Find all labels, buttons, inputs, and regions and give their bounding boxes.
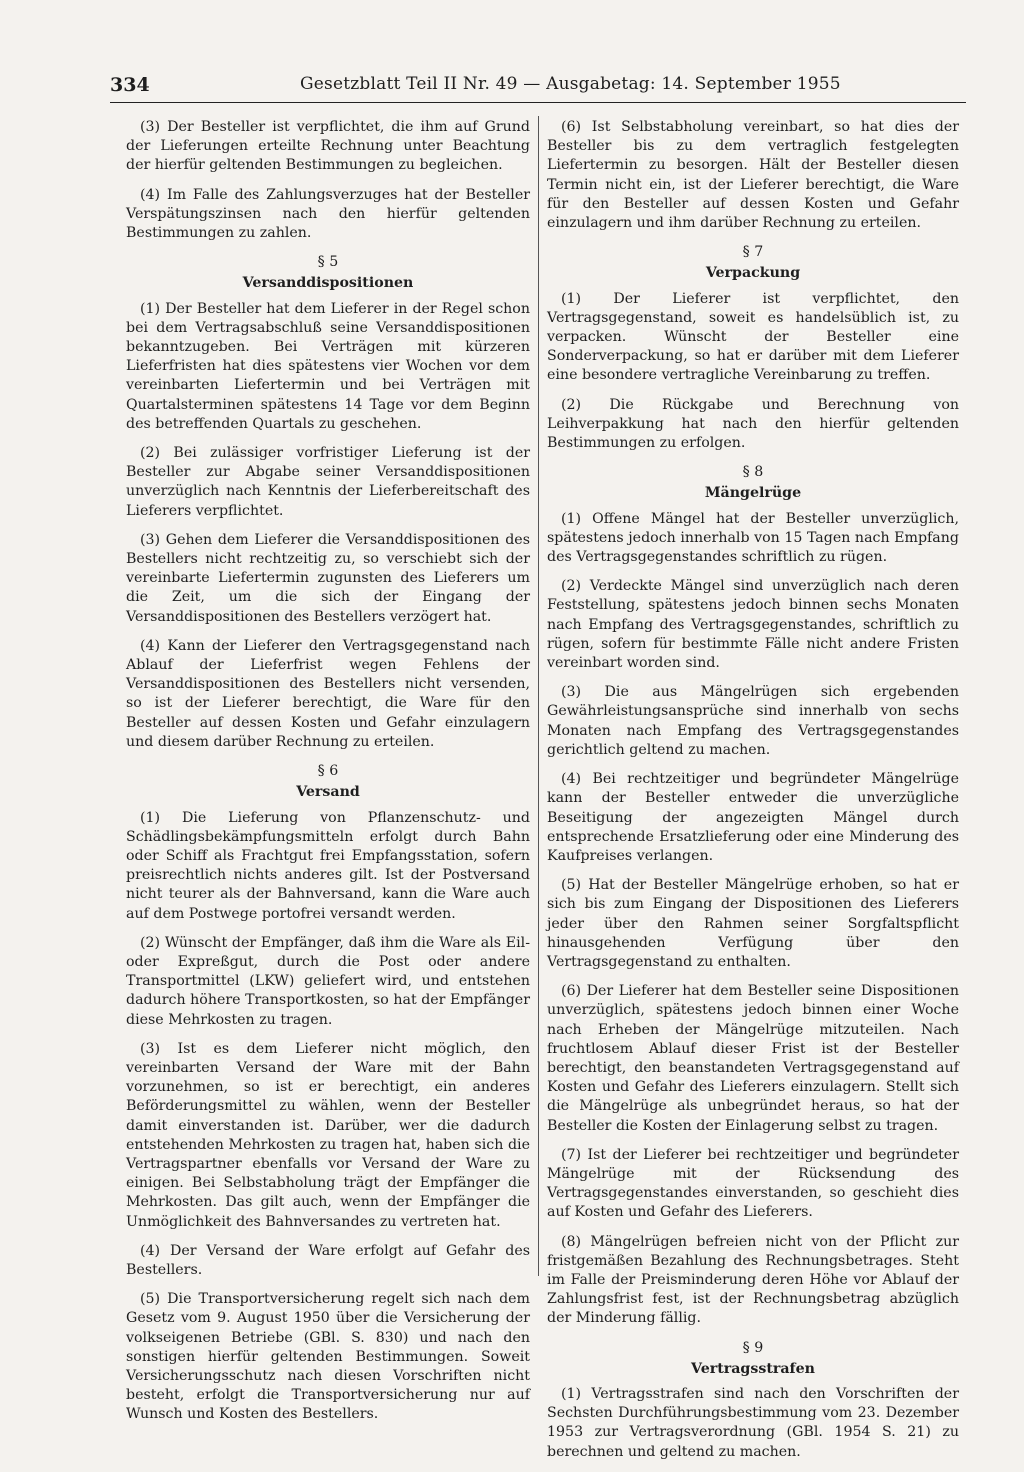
section-title: Mängelrüge [704, 485, 802, 502]
paragraph: (2) Bei zulässiger vorfristiger Lieferung ist der Besteller zur Abgabe seiner Versanddispositionen unverzüglich nach Kenntnis der Lieferbereitschaft des Lieferers verpflichtet. [126, 445, 530, 519]
section-number: § 9 [742, 1339, 764, 1356]
section-title: Vertragsstrafen [691, 1360, 815, 1377]
paragraph: (3) Die aus Mängelrügen sich ergebenden Gewährleistungsansprüche sind innerhalb von sechs Monaten nach Empfang des Vertragsgegenstandes gerichtlich geltend zu machen. [547, 684, 959, 758]
paragraph: (3) Gehen dem Lieferer die Versanddispositionen des Bestellers nicht rechtzeitig zu, so verschiebt sich der vereinbarte Liefertermin zugunsten des Lieferers um die Zeit, um die sich der Eingang der Versanddispositionen des Bestellers verzögert hat. [126, 531, 530, 625]
paragraph: (1) Offene Mängel hat der Besteller unverzüglich, spätestens jedoch innerhalb von 15 Tagen nach Empfang des Vertragsgegenstandes schriftlich zu rügen. [547, 510, 959, 566]
section-number: § 8 [742, 464, 764, 481]
paragraph: (4) Im Falle des Zahlungsverzuges hat der Besteller Verspätungszinsen nach den hierfür geltenden Bestimmungen zu zahlen. [126, 186, 530, 242]
section-title: Verpackung [705, 265, 801, 282]
paragraph: (2) Verdeckte Mängel sind unverzüglich nach deren Feststellung, spätestens jedoch binnen sechs Monaten nach Empfang des Vertragsgegenstandes, schriftlich zu rügen, sofern für bestimmte Fälle nicht andere Fristen vereinbart worden sind. [547, 578, 959, 672]
right-column [547, 118, 959, 1472]
section-number: § 5 [317, 254, 339, 271]
paragraph: (5) Die Transportversicherung regelt sich nach dem Gesetz vom 9. August 1950 über die Versicherung der volkseigenen Betriebe (GBl. S. 830) und nach den sonstigen hierfür geltenden Bestimmungen. Soweit Versicherungsschutz nach diesen Vorschriften nicht besteht, erfolgt die Transportversicherung nur auf Wunsch und Kosten des Bestellers. [126, 1291, 530, 1423]
paragraph: (2) Die Rückgabe und Berechnung von Leihverpakkung hat nach den hierfür geltenden Bestimmungen zu erfolgen. [547, 396, 959, 452]
paragraph: (1) Der Besteller hat dem Lieferer in der Regel schon bei dem Vertragsabschluß seine Versanddispositionen bekanntzugeben. Bei Verträgen mit kürzeren Lieferfristen hat dies spätestens vier Wochen vor dem vereinbarten Liefertermin und bei Verträgen mit Quartalsterminen spätestens 14 Tage vor dem Beginn des betreffenden Quartals zu geschehen. [126, 300, 530, 432]
paragraph: (2) Wünscht der Empfänger, daß ihm die Ware als Eil- oder Expreßgut, durch die Post oder andere Transportmittel (LKW) geliefert wird, und entstehen dadurch höhere Transportkosten, so hat der Empfänger diese Mehrkosten zu tragen. [126, 934, 530, 1028]
paragraph: (6) Ist Selbstabholung vereinbart, so hat dies der Besteller bis zu dem vertraglich festgelegten Liefertermin zu besorgen. Hält der Besteller diesen Termin nicht ein, ist der Lieferer berechtigt, die Ware für den Besteller auf dessen Kosten und Gefahr einzulagern und ihm darüber Rechnung zu erteilen. [547, 119, 959, 232]
column-divider [538, 116, 539, 1276]
paragraph: (3) Der Besteller ist verpflichtet, die ihm auf Grund der Lieferungen erteilte Rechnung unter Beachtung der hierfür geltenden Bestimmungen zu begleichen. [126, 119, 530, 174]
paragraph: (5) Hat der Besteller Mängelrüge erhoben, so hat er sich bis zum Eingang der Dispositionen des Lieferers jeder über den Rahmen seiner Sorgfaltspflicht hinausgehenden Verfügung über den Vertragsgegenstand zu enthalten. [547, 877, 959, 970]
paragraph: (6) Der Lieferer hat dem Besteller seine Dispositionen unverzüglich, spätestens jedoch binnen einer Woche nach Erheben der Mängelrüge mitzuteilen. Nach fruchtlosem Ablauf dieser Frist ist der Besteller berechtigt, den beanstandeten Vertragsgegenstand auf Kosten und Gefahr des Lieferers einzulagern. Stellt sich die Mängelrüge als unbegründet heraus, so hat der Besteller die Kosten der Einlagerung selbst zu tragen. [547, 983, 959, 1134]
section-number: § 6 [317, 763, 339, 780]
paragraph: (3) Ist es dem Lieferer nicht möglich, den vereinbarten Versand der Ware mit der Bahn vorzunehmen, so ist er berechtigt, ein anderes Beförderungsmittel zu wählen, wenn der Besteller damit einverstanden ist. Darüber, wer die dadurch entstehenden Mehrkosten zu tragen hat, haben sich die Vertragspartner ebenfalls vor Versand der Ware zu einigen. Bei Selbstabholung trägt der Empfänger die Mehrkosten. Das gilt auch, wenn der Empfänger die Unmöglichkeit des Bahnversandes zu vertreten hat. [126, 1040, 530, 1230]
paragraph: (4) Kann der Lieferer den Vertragsgegenstand nach Ablauf der Lieferfrist wegen Fehlens der Versanddispositionen des Bestellers nicht versenden, so ist der Lieferer berechtigt, die Ware für den Besteller auf dessen Kosten und Gefahr einzulagern und diesem darüber Rechnung zu erteilen. [126, 637, 530, 750]
section-title: Versanddispositionen [242, 275, 414, 292]
paragraph: (4) Der Versand der Ware erfolgt auf Gefahr des Bestellers. [126, 1242, 530, 1278]
section-title: Versand [296, 784, 360, 801]
page-number: 334 [110, 74, 150, 96]
paragraph: (1) Die Lieferung von Pflanzenschutz- und Schädlingsbekämpfungsmitteln erfolgt durch Bahn oder Schiff als Frachtgut frei Empfangsstation, sofern preisrechtlich nichts anderes gilt. Ist der Postversand nicht teurer als der Bahnversand, kann die Ware auch auf dem Postwege portofrei versandt werden. [126, 809, 530, 922]
paragraph: (4) Bei rechtzeitiger und begründeter Mängelrüge kann der Besteller entweder die unverzügliche Beseitigung der angezeigten Mängel durch entsprechende Ersatzlieferung oder eine Minderung des Kaufpreises verlangen. [547, 771, 959, 864]
header-title: Gesetzblatt Teil II Nr. 49 — Ausgabetag: 14. September 1955 [300, 74, 841, 94]
paragraph: (7) Ist der Lieferer bei rechtzeitiger und begründeter Mängelrüge mit der Rücksendung des Vertragsgegenstandes einverstanden, so geschieht dies auf Kosten und Gefahr des Lieferers. [547, 1146, 959, 1221]
left-column [126, 118, 530, 1435]
paragraph: (1) Vertragsstrafen sind nach den Vorschriften der Sechsten Durchführungsbestimmung vom 23. Dezember 1953 zur Vertragsverordnung (GBl. 1954 S. 21) zu berechnen und geltend zu machen. [547, 1385, 959, 1460]
paragraph: (8) Mängelrügen befreien nicht von der Pflicht zur fristgemäßen Bezahlung des Rechnungsbetrages. Steht im Falle der Preisminderung deren Höhe vor Ablauf der Zahlungsfrist fest, ist der Rechnungsbetrag abzüglich der Minderung fällig. [547, 1233, 959, 1327]
paragraph: (1) Der Lieferer ist verpflichtet, den Vertragsgegenstand, soweit es handelsüblich ist, zu verpacken. Wünscht der Besteller eine Sonderverpackung, so hat er darüber mit dem Lieferer eine besondere vertragliche Vereinbarung zu treffen. [547, 290, 959, 384]
section-number: § 7 [742, 244, 764, 261]
page-header [110, 72, 966, 103]
